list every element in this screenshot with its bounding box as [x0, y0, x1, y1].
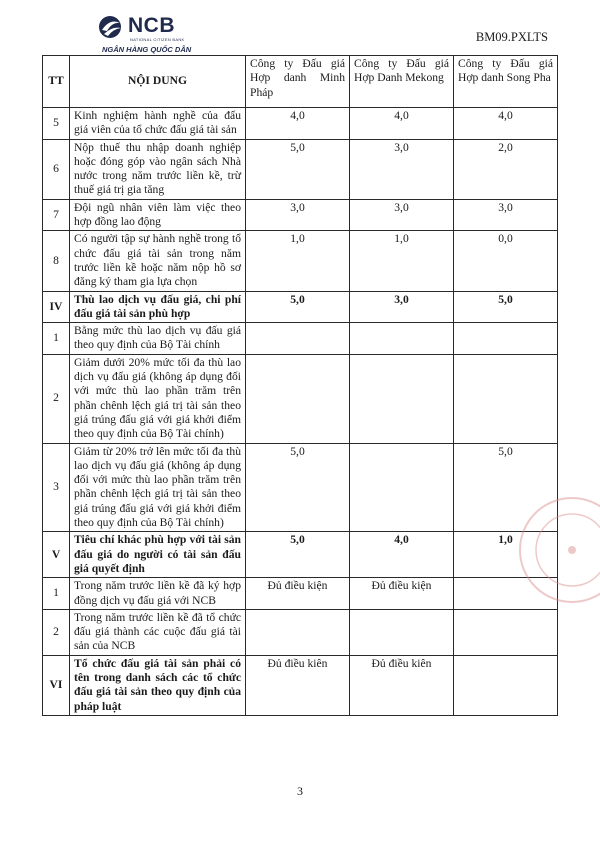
score-minh-phap: [246, 354, 350, 443]
score-song-pha: 4,0: [454, 108, 558, 140]
score-song-pha: 2,0: [454, 139, 558, 199]
table-header-row: [43, 56, 558, 108]
score-minh-phap: 5,0: [246, 443, 350, 532]
score-song-pha: 3,0: [454, 199, 558, 231]
score-mekong: Đủ điều kiện: [350, 578, 454, 610]
score-song-pha: 5,0: [454, 291, 558, 323]
table-row-section: [43, 291, 558, 323]
row-tt: 2: [43, 609, 70, 655]
header-firm-minh-phap: Công ty Đấu giá Hợp danh Minh Pháp: [246, 56, 350, 108]
table-row: [43, 231, 558, 291]
score-minh-phap: 5,0: [246, 532, 350, 578]
score-mekong: [350, 609, 454, 655]
score-song-pha: 1,0: [454, 532, 558, 578]
table-row-section: [43, 532, 558, 578]
row-content: Giảm dưới 20% mức tối đa thù lao dịch vụ đấu giá (không áp dụng đối với mức thù lao phần trăm trên phần chênh lệch giá trị tài sản theo giá trúng đấu giá với giá khởi điểm theo quy định của Bộ Tài chính): [70, 354, 246, 443]
row-tt: 3: [43, 443, 70, 532]
table-row: [43, 578, 558, 610]
score-mekong: [350, 354, 454, 443]
row-tt: 7: [43, 199, 70, 231]
table-row: [43, 354, 558, 443]
score-mekong: 3,0: [350, 139, 454, 199]
row-content: Tổ chức đấu giá tài sản phải có tên trong danh sách các tổ chức đấu giá tài sản theo quy định của pháp luật: [70, 655, 246, 715]
score-minh-phap: Đủ điều kiện: [246, 578, 350, 610]
score-minh-phap: 1,0: [246, 231, 350, 291]
table-row: [43, 443, 558, 532]
row-tt: IV: [43, 291, 70, 323]
score-mekong: 3,0: [350, 291, 454, 323]
company-seal-stamp-icon: [512, 490, 600, 610]
row-content: Có người tập sự hành nghề trong tổ chức đấu giá tài sản trong năm trước liền kề hoặc năm nộp hồ sơ đăng ký tham gia lựa chọn: [70, 231, 246, 291]
header-firm-song-pha: Công ty Đấu giá Hợp danh Song Pha: [454, 56, 558, 108]
row-tt: 1: [43, 323, 70, 355]
row-content: Đội ngũ nhân viên làm việc theo hợp đồng lao động: [70, 199, 246, 231]
table-row: [43, 139, 558, 199]
row-content: Giảm từ 20% trở lên mức tối đa thù lao dịch vụ đấu giá (không áp dụng đối với mức thù lao phần trăm trên phần chênh lệch giá trị tài sản theo giá trúng đấu giá với giá khởi điểm theo quy định của Bộ Tài chính): [70, 443, 246, 532]
row-tt: 2: [43, 354, 70, 443]
row-content: Tiêu chí khác phù hợp với tài sản đấu giá do người có tài sản đấu giá quyết định: [70, 532, 246, 578]
table-row: [43, 323, 558, 355]
row-tt: 8: [43, 231, 70, 291]
score-mekong: [350, 443, 454, 532]
row-content: Trong năm trước liền kề đã ký hợp đồng dịch vụ đấu giá với NCB: [70, 578, 246, 610]
score-minh-phap: 5,0: [246, 291, 350, 323]
header-content: NỘI DUNG: [70, 56, 246, 108]
bank-name: NGÂN HÀNG QUỐC DÂN: [102, 45, 192, 54]
score-mekong: [350, 323, 454, 355]
page-number: 3: [297, 784, 303, 798]
row-tt: V: [43, 532, 70, 578]
document-code: BM09.PXLTS: [475, 30, 548, 44]
row-tt: VI: [43, 655, 70, 715]
row-tt: 1: [43, 578, 70, 610]
logo-subtitle: NATIONAL CITIZEN BANK: [130, 37, 185, 42]
row-content: Nộp thuế thu nhập doanh nghiệp hoặc đóng góp vào ngân sách Nhà nước trong năm trước liền kề, trừ thuế giá trị gia tăng: [70, 139, 246, 199]
score-mekong: 3,0: [350, 199, 454, 231]
header-firm-mekong: Công ty Đấu giá Hợp Danh Mekong: [350, 56, 454, 108]
row-content: Bằng mức thù lao dịch vụ đấu giá theo quy định của Bộ Tài chính: [70, 323, 246, 355]
ncb-logo-mark-icon: [96, 14, 126, 44]
score-song-pha: [454, 609, 558, 655]
logo-text: NCB: [128, 14, 175, 37]
score-song-pha: 5,0: [454, 443, 558, 532]
score-song-pha: 0,0: [454, 231, 558, 291]
row-content: Trong năm trước liền kề đã tổ chức đấu giá thành các cuộc đấu giá tài sản của NCB: [70, 609, 246, 655]
score-song-pha: [454, 354, 558, 443]
score-mekong: 4,0: [350, 108, 454, 140]
score-minh-phap: 5,0: [246, 139, 350, 199]
score-mekong: 1,0: [350, 231, 454, 291]
score-song-pha: [454, 323, 558, 355]
ncb-logo: [96, 14, 236, 56]
score-mekong: Đủ điều kiên: [350, 655, 454, 715]
score-minh-phap: 3,0: [246, 199, 350, 231]
score-minh-phap: [246, 323, 350, 355]
row-tt: 6: [43, 139, 70, 199]
row-content: Thù lao dịch vụ đấu giá, chi phí đấu giá tài sản phù hợp: [70, 291, 246, 323]
row-content: Kinh nghiệm hành nghề của đấu giá viên của tổ chức đấu giá tài sản: [70, 108, 246, 140]
score-mekong: 4,0: [350, 532, 454, 578]
table-row: [43, 199, 558, 231]
score-minh-phap: 4,0: [246, 108, 350, 140]
score-minh-phap: [246, 609, 350, 655]
table-row: [43, 108, 558, 140]
table-row-section: [43, 655, 558, 715]
score-minh-phap: Đủ điều kiên: [246, 655, 350, 715]
row-tt: 5: [43, 108, 70, 140]
table-row: [43, 609, 558, 655]
evaluation-table: [42, 55, 558, 716]
score-song-pha: [454, 655, 558, 715]
header-tt: TT: [43, 56, 70, 108]
